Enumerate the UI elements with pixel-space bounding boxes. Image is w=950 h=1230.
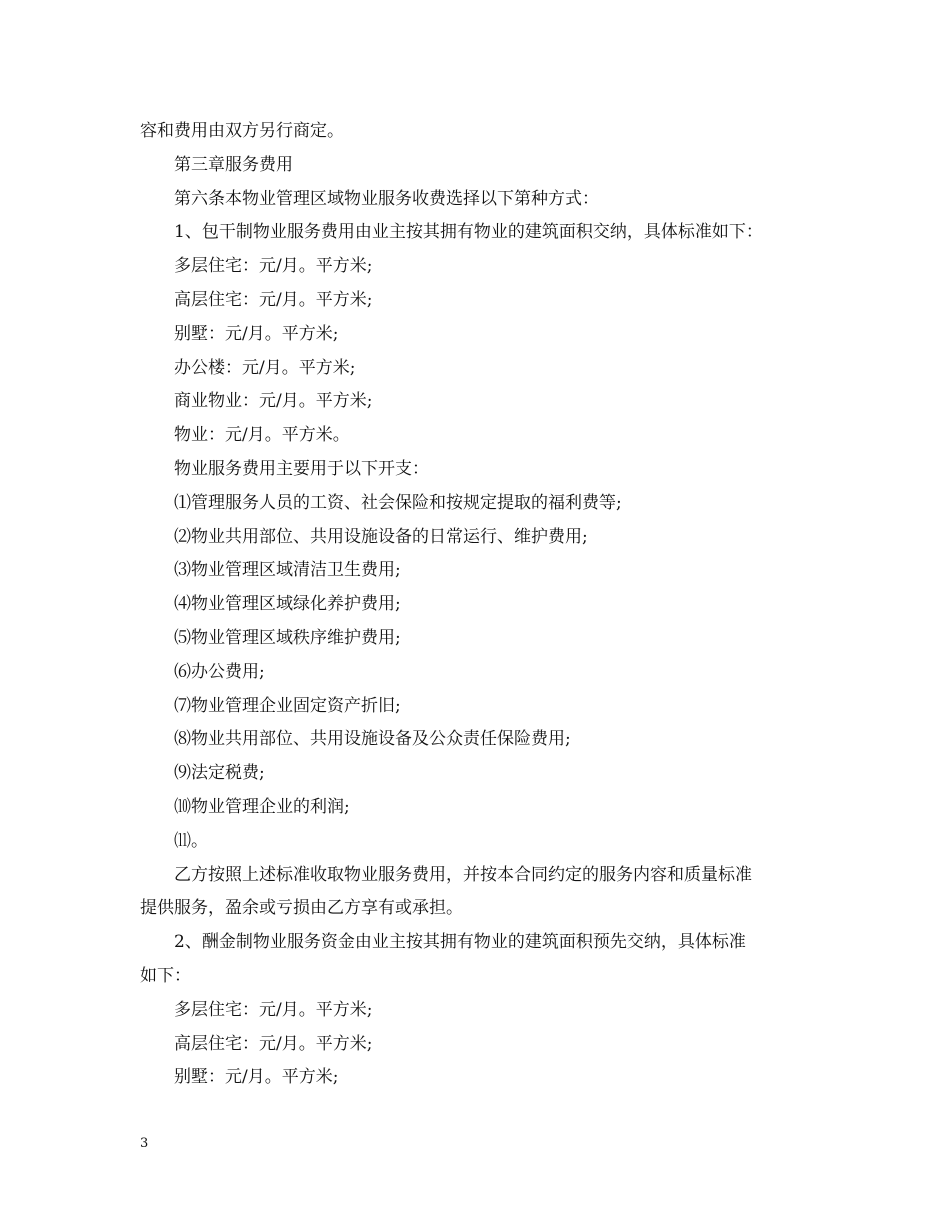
text-line: ⑵物业共用部位、共用设施设备的日常运行、维护费用; — [174, 526, 588, 547]
text-line: 第六条本物业管理区域物业服务收费选择以下第种方式： — [174, 188, 599, 209]
text-line: ⑶物业管理区域清洁卫生费用; — [174, 560, 401, 581]
page-number: 3 — [140, 1136, 149, 1151]
text-line: ⑻物业共用部位、共用设施设备及公众责任保险费用; — [174, 729, 571, 750]
text-line: 别墅：元/月。平方米; — [174, 1067, 339, 1088]
document-body — [140, 115, 820, 1095]
text-line: ⑼法定税费; — [174, 763, 265, 784]
text-line: 高层住宅：元/月。平方米; — [174, 289, 373, 310]
text-line: 1、包干制物业服务费用由业主按其拥有物业的建筑面积交纳，具体标准如下： — [174, 222, 763, 243]
text-line: 提供服务，盈余或亏损由乙方享有或承担。 — [140, 898, 463, 919]
text-line: 物业服务费用主要用于以下开支： — [174, 458, 429, 479]
text-line: 第三章服务费用 — [174, 154, 293, 175]
text-line: 2、酬金制物业服务资金由业主按其拥有物业的建筑面积预先交纳，具体标准 — [174, 932, 746, 953]
text-line: 办公楼：元/月。平方米; — [174, 357, 356, 378]
text-line: 容和费用由双方另行商定。 — [140, 121, 344, 141]
text-line: 物业：元/月。平方米。 — [174, 425, 350, 446]
text-line: ⑴管理服务人员的工资、社会保险和按规定提取的福利费等; — [174, 492, 622, 513]
text-line: ⑸物业管理区域秩序维护费用; — [174, 627, 401, 648]
text-line: 乙方按照上述标准收取物业服务费用，并按本合同约定的服务内容和质量标准 — [174, 864, 752, 885]
text-line: 多层住宅：元/月。平方米; — [174, 999, 373, 1020]
text-line: 如下： — [140, 965, 191, 986]
text-line: ⑽物业管理企业的利润; — [174, 796, 350, 817]
text-line: ⑺物业管理企业固定资产折旧; — [174, 695, 401, 716]
text-line: ⑹办公费用; — [174, 661, 265, 682]
text-line: 别墅：元/月。平方米; — [174, 323, 339, 344]
text-line: ⑾。 — [174, 830, 208, 851]
text-line: 商业物业：元/月。平方米; — [174, 391, 373, 412]
text-line: 多层住宅：元/月。平方米; — [174, 256, 373, 277]
text-line: 高层住宅：元/月。平方米; — [174, 1033, 373, 1054]
text-line: ⑷物业管理区域绿化养护费用; — [174, 594, 401, 615]
